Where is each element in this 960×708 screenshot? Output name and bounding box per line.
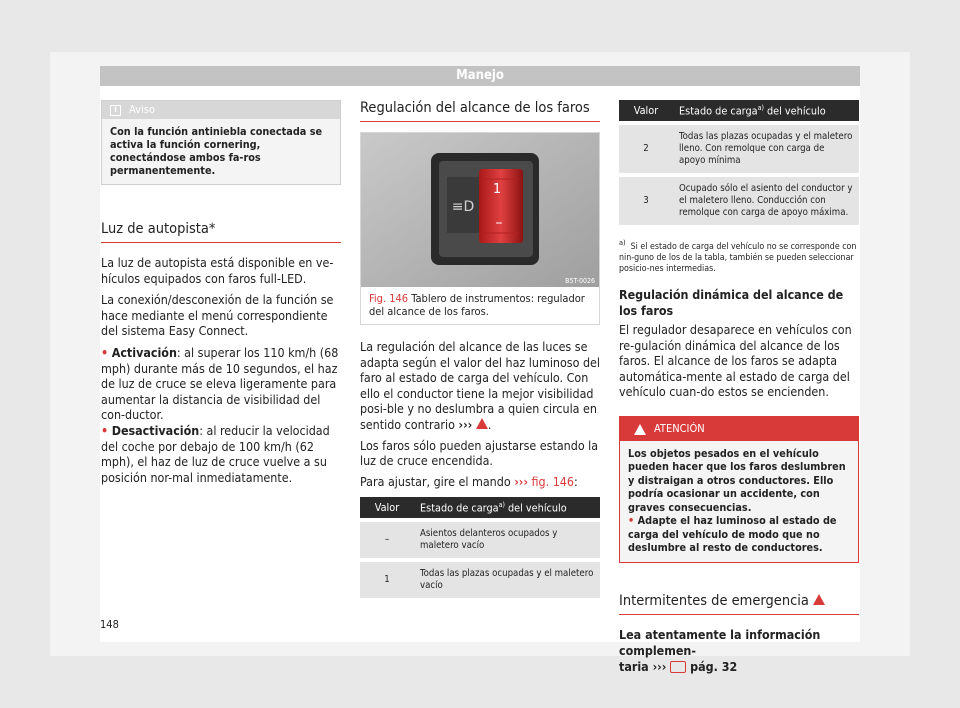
header-text: Estado de carga	[420, 501, 499, 515]
figure-146	[360, 132, 600, 325]
figure-link[interactable]: fig. 146	[531, 473, 574, 489]
bullet-deactivation	[101, 423, 341, 485]
paragraph: La luz de autopista está disponible en ve-hículos equipados con faros full-LED.	[101, 255, 334, 286]
figure-caption-text: Tablero de instrumentos: regulador del alcance de los faros.	[369, 292, 585, 318]
footnote-text: Si el estado de carga del vehículo no se corresponde con nin-guno de los de la tabla, también se pueden seleccionar posicio-nes intermedias.	[619, 241, 857, 274]
figure-code: B5T-0026	[565, 277, 595, 285]
bullet-icon: •	[101, 422, 109, 438]
cell-state: Todas las plazas ocupadas y el maletero lleno. Con remolque con carga de apoyo mínima	[673, 125, 859, 173]
cell-value: 3	[619, 177, 673, 225]
page-header: Manejo	[100, 66, 860, 86]
notice-title: Aviso	[129, 103, 155, 116]
section-title-highway-light: Luz de autopista*	[101, 221, 341, 243]
reference-note	[619, 627, 859, 674]
info-icon: i	[110, 105, 121, 116]
note-text: Lea atentamente la información complemen-	[619, 627, 821, 658]
column-right	[619, 100, 859, 674]
bullet-activation	[101, 345, 341, 423]
warning-bullet-text: Adapte el haz luminoso al estado de carga del vehículo de modo que no deslumbre al resto de conductores.	[628, 514, 837, 554]
warning-icon	[476, 418, 488, 429]
headlight-regulator-image	[361, 133, 599, 287]
section-title-text: Intermitentes de emergencia	[619, 593, 809, 610]
section-title-hazard-lights	[619, 593, 859, 615]
header-text: Estado de carga	[679, 104, 758, 118]
headlight-regulator-illustration	[361, 133, 599, 287]
warning-box	[619, 416, 859, 563]
paragraph-text: La regulación del alcance de las luces se adapta según el valor del haz luminoso del faro al estado de carga del vehículo. Con ello el conductor tiene la mejor visibilidad posi-ble y no deslumbra a quien circula en sentido contrario	[360, 339, 601, 432]
header-value: Valor	[619, 100, 673, 121]
table-row	[360, 522, 600, 558]
header-text: del vehículo	[763, 104, 826, 118]
paragraph	[360, 474, 600, 490]
svg-text:≡D: ≡D	[451, 199, 475, 215]
paragraph: La conexión/desconexión de la función se hace mediante el menú correspondiente del sistema Easy Connect.	[101, 292, 334, 339]
cell-value: 2	[619, 125, 673, 173]
table-row	[619, 177, 859, 225]
figure-number: Fig. 146	[369, 292, 409, 305]
footnote-marker: a)	[757, 103, 764, 112]
footnote	[619, 237, 859, 275]
load-state-table-continued	[619, 100, 859, 225]
warning-bullet	[628, 514, 850, 554]
bullet-icon: •	[628, 514, 635, 528]
paragraph: Los faros sólo pueden ajustarse estando la luz de cruce encendida.	[360, 437, 599, 469]
header-load-state	[673, 100, 859, 121]
section-title-headlight-range: Regulación del alcance de los faros	[360, 100, 600, 122]
warning-icon	[634, 424, 646, 435]
cell-value: –	[360, 522, 414, 558]
table-row	[619, 125, 859, 173]
svg-text:1: 1	[492, 182, 502, 197]
paragraph-end: .	[487, 416, 492, 432]
table-header-row	[360, 497, 600, 518]
book-icon	[670, 661, 686, 673]
header-value: Valor	[360, 497, 414, 518]
paragraph-end: :	[574, 473, 578, 489]
column-left	[101, 100, 341, 485]
cell-state: Asientos delanteros ocupados y maletero vacío	[414, 522, 600, 558]
footnote-marker: a)	[498, 501, 505, 510]
cell-state: Ocupado sólo el asiento del conductor y el maletero lleno. Conducción con remolque con carga de apoyo máxima.	[673, 177, 859, 225]
bullet-label: Activación	[111, 344, 177, 360]
bullet-icon: •	[101, 344, 109, 360]
figure-caption	[361, 287, 599, 324]
load-state-table	[360, 497, 600, 598]
warning-text: Los objetos pesados en el vehículo pueden hacer que los faros deslumbren y distraigan a otros conductores. Ello podría ocasionar un accidente, con graves consecuencias.	[628, 447, 846, 514]
paragraph: El regulador desaparece en vehículos con re-gulación dinámica del alcance de los faros. El alcance de los faros se adapta automática-mente al estado de carga del vehículo cuan-do estos se encienden.	[619, 322, 852, 400]
footnote-marker: a)	[619, 238, 626, 247]
warning-header	[620, 417, 858, 441]
paragraph	[360, 339, 600, 433]
paragraph-text: Para ajustar, gire el mando	[360, 473, 511, 489]
warning-body	[620, 441, 858, 562]
warning-title: ATENCIÓN	[654, 422, 705, 436]
column-middle	[360, 100, 600, 598]
notice-box	[101, 100, 341, 185]
table-header-row	[619, 100, 859, 121]
reference-arrow: ›››	[458, 416, 473, 432]
svg-text:–: –	[495, 215, 503, 231]
header-load-state	[414, 497, 600, 518]
bullet-label: Desactivación	[111, 422, 200, 438]
cell-value: 1	[360, 562, 414, 598]
notice-text: Con la función antiniebla conectada se activa la función cornering, conectándose ambos fa-ros permanentemente.	[102, 119, 340, 184]
note-text: taria	[619, 658, 649, 674]
reference-arrow: ›››	[652, 658, 667, 674]
header-text: del vehículo	[504, 501, 567, 515]
page-number: 148	[100, 618, 119, 631]
notice-header	[102, 101, 340, 119]
bullet-text: : al superar los 110 km/h (68 mph) durante más de 10 segundos, el haz de luz de cruce se eleva ligeramente para aumentar la distancia de visibilidad del con-ductor.	[101, 344, 339, 423]
bullet-text: : al reducir la velocidad del coche por debajo de 100 km/h (62 mph), el haz de luz de cruce vuelve a su posición nor-mal inmediatamente.	[101, 422, 330, 485]
cell-state: Todas las plazas ocupadas y el maletero vacío	[414, 562, 600, 598]
page-link[interactable]: pág. 32	[690, 658, 738, 674]
warning-icon	[813, 594, 825, 605]
subsection-title: Regulación dinámica del alcance de los faros	[619, 286, 844, 318]
table-row	[360, 562, 600, 598]
reference-arrow: ›››	[514, 473, 528, 489]
